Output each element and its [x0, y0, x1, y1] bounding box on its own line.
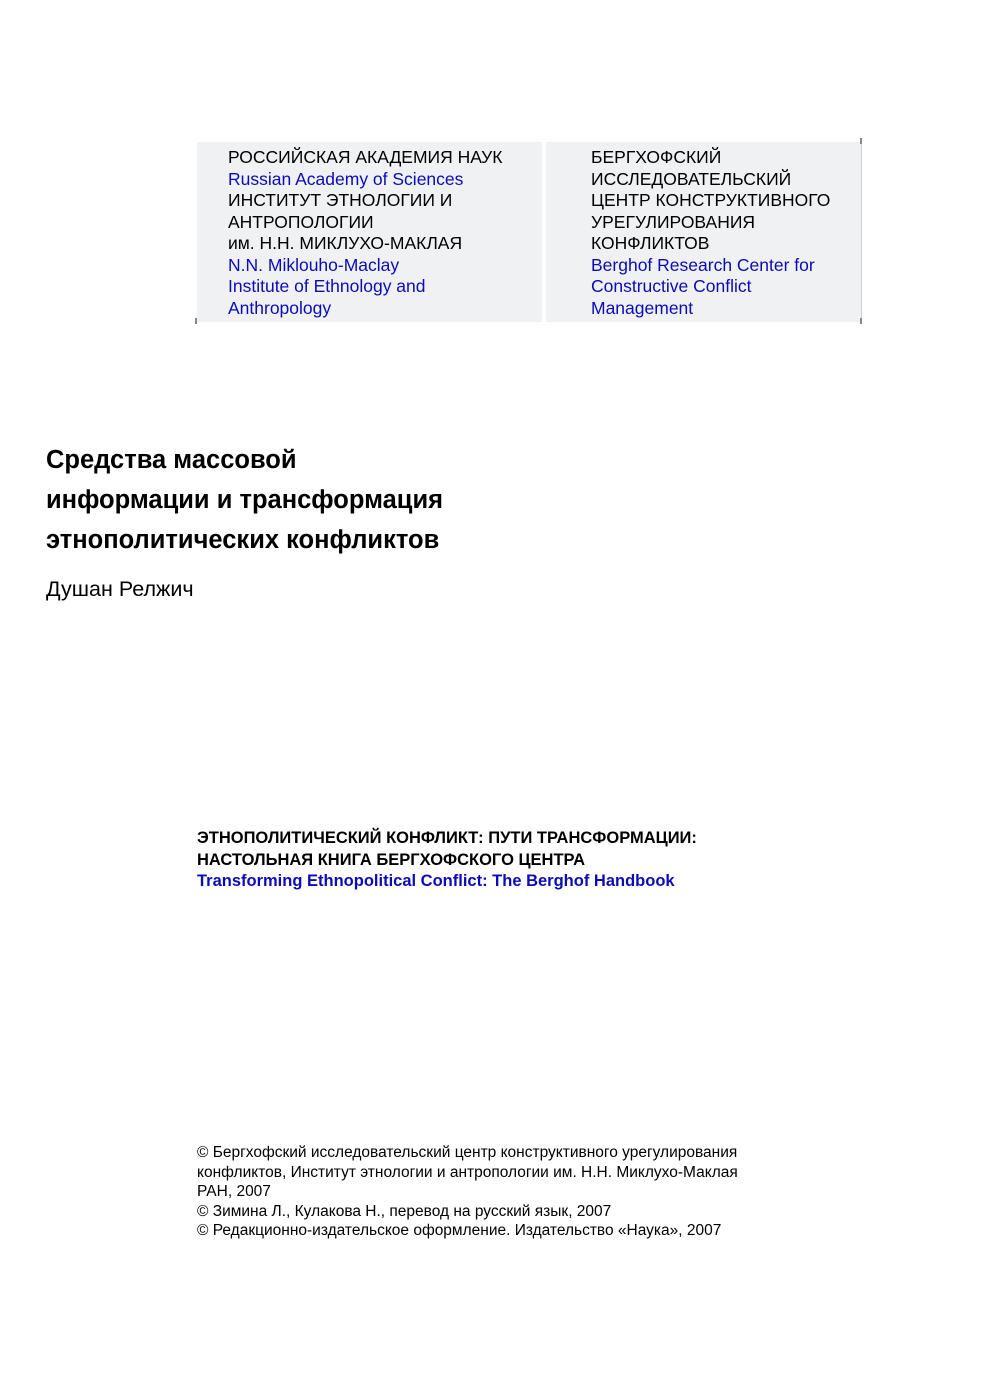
copyright-line-2: конфликтов, Институт этнологии и антропологии им. Н.Н. Миклухо-Маклая — [197, 1163, 738, 1181]
page-title — [46, 440, 566, 560]
copyright-line-3: РАН, 2007 — [197, 1183, 271, 1200]
berghof-name-en-line-2: Constructive Conflict — [591, 276, 752, 296]
institute-name-en-line-2: Institute of Ethnology and — [228, 276, 426, 296]
ras-name-en: Russian Academy of Sciences — [228, 168, 464, 189]
institute-name-ru-line-3: им. Н.Н. МИКЛУХО-МАКЛАЯ — [228, 233, 463, 253]
berghof-name-ru-line-2: ИССЛЕДОВАТЕЛЬСКИЙ — [591, 168, 792, 189]
series-title-ru-line-2: НАСТОЛЬНАЯ КНИГА БЕРГХОФСКОГО ЦЕНТРА — [197, 850, 586, 869]
series-title-ru-line-1: ЭТНОПОЛИТИЧЕСКИЙ КОНФЛИКТ: ПУТИ ТРАНСФОРМАЦИИ: — [197, 829, 697, 847]
institute-name-en-line-3: Anthropology — [228, 297, 332, 318]
title-line-1: Средства массовой — [46, 446, 297, 474]
header-right-institution — [546, 142, 862, 322]
title-line-3: этнополитических конфликтов — [46, 526, 440, 554]
ras-name-ru: РОССИЙСКАЯ АКАДЕМИЯ НАУК — [228, 147, 503, 167]
corner-tick-bottom-left — [195, 318, 197, 324]
copyright-line-1: © Бергхофский исследовательский центр конструктивного урегулирования — [197, 1144, 738, 1161]
berghof-name-ru-line-5: КОНФЛИКТОВ — [591, 233, 710, 253]
series-title-en: Transforming Ethnopolitical Conflict: The Berghof Handbook — [197, 872, 675, 890]
institute-name-ru-line-1: ИНСТИТУТ ЭТНОЛОГИИ И — [228, 190, 453, 210]
institute-name-ru-line-2: АНТРОПОЛОГИИ — [228, 211, 374, 232]
author-name: Душан Релжич — [46, 577, 194, 601]
corner-tick-top-right — [860, 138, 862, 144]
berghof-name-ru-line-4: УРЕГУЛИРОВАНИЯ — [591, 211, 756, 232]
copyright-line-4: © Зимина Л., Кулакова Н., перевод на русский язык, 2007 — [197, 1202, 612, 1220]
corner-tick-bottom-right — [860, 318, 862, 324]
berghof-name-ru-line-3: ЦЕНТР КОНСТРУКТИВНОГО — [591, 190, 831, 210]
title-line-2: информации и трансформация — [46, 486, 444, 514]
header-left-institution — [197, 142, 542, 322]
berghof-name-ru-line-1: БЕРГХОФСКИЙ — [591, 147, 722, 167]
institute-name-en-line-1: N.N. Miklouho-Maclay — [228, 254, 400, 275]
copyright-line-5: © Редакционно-издательское оформление. Издательство «Наука», 2007 — [197, 1222, 722, 1239]
copyright-block — [197, 1143, 897, 1241]
berghof-name-en-line-3: Management — [591, 297, 694, 318]
berghof-name-en-line-1: Berghof Research Center for — [591, 254, 815, 275]
series-block — [197, 828, 897, 893]
